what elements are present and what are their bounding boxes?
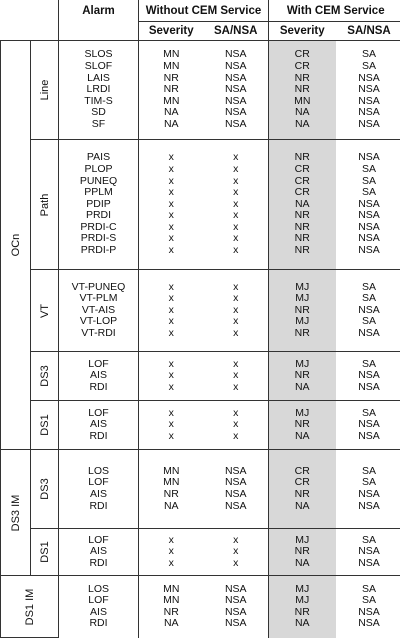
sansa-with-cem-cell: [336, 401, 400, 450]
sansa-with-cem: NSA: [336, 233, 400, 245]
alarm-name: VT-RDI: [59, 328, 138, 340]
severity-without-cem: MN: [139, 584, 204, 596]
severity-without-cem: NR: [139, 607, 204, 619]
severity-without-cem: x: [139, 187, 204, 199]
severity-with-cem: MJ: [269, 584, 336, 596]
severity-with-cem: NR: [269, 84, 336, 96]
sansa-without-cem-cell: [204, 140, 269, 270]
subgroup-label-cell: [31, 529, 59, 576]
sansa-without-cem-cell: [204, 576, 269, 638]
severity-with-cem: CR: [269, 477, 336, 489]
severity-without-cem: NA: [139, 618, 204, 630]
alarm-name: TIM-S: [59, 96, 138, 108]
severity-with-cem: MJ: [269, 535, 336, 547]
severity-with-cem: NA: [269, 382, 336, 394]
alarm-name-cell: [59, 352, 139, 401]
sansa-with-cem: NSA: [336, 305, 400, 317]
severity-with-cem: CR: [269, 176, 336, 188]
sansa-without-cem: x: [204, 535, 269, 547]
severity-without-cem: NA: [139, 501, 204, 513]
severity-with-cem: NR: [269, 546, 336, 558]
sansa-with-cem: SA: [336, 176, 400, 188]
sansa-with-cem: SA: [336, 466, 400, 478]
group-label: OCn: [10, 234, 22, 257]
severity-without-cem: x: [139, 316, 204, 328]
alarm-name: PDIP: [59, 199, 138, 211]
subgroup-label: VT: [39, 303, 51, 317]
severity-without-cem: x: [139, 431, 204, 443]
sansa-without-cem: NSA: [204, 489, 269, 501]
table-row: [1, 576, 400, 638]
alarm-name: LOF: [59, 595, 138, 607]
severity-without-cem: MN: [139, 49, 204, 61]
alarm-name: AIS: [59, 370, 138, 382]
severity-with-cem: CR: [269, 466, 336, 478]
sansa-without-cem: x: [204, 546, 269, 558]
table-row: [1, 450, 400, 529]
severity-without-cem: x: [139, 176, 204, 188]
sansa-with-cem: NSA: [336, 419, 400, 431]
sansa-without-cem: x: [204, 316, 269, 328]
severity-without-cem: x: [139, 382, 204, 394]
severity-with-cem: MJ: [269, 316, 336, 328]
sansa-with-cem-cell: [336, 576, 400, 638]
subgroup-label-cell: [31, 270, 59, 352]
severity-with-cem: NR: [269, 73, 336, 85]
subgroup-label-cell: [31, 450, 59, 529]
severity-with-cem-cell: [269, 352, 336, 401]
sansa-with-cem: NSA: [336, 222, 400, 234]
sansa-with-cem: SA: [336, 584, 400, 596]
alarm-name: LOS: [59, 466, 138, 478]
sansa-without-cem-cell: [204, 529, 269, 576]
subgroup-label-cell: [31, 352, 59, 401]
group-label-cell: [1, 450, 31, 576]
alarm-name: LOF: [59, 359, 138, 371]
sansa-without-cem: NSA: [204, 477, 269, 489]
sansa-without-cem: x: [204, 187, 269, 199]
alarm-name-cell: [59, 140, 139, 270]
sansa-with-cem: NSA: [336, 546, 400, 558]
severity-with-cem: CR: [269, 61, 336, 73]
corner-cell: [1, 0, 59, 22]
sansa-with-cem: SA: [336, 61, 400, 73]
sansa-without-cem: x: [204, 382, 269, 394]
alarm-name: AIS: [59, 546, 138, 558]
alarm-name: PLOP: [59, 164, 138, 176]
severity-with-cem: NA: [269, 618, 336, 630]
severity-with-cem: MJ: [269, 282, 336, 294]
severity-without-cem-cell: [139, 270, 204, 352]
alarm-name: PRDI-C: [59, 222, 138, 234]
alarm-name: PUNEQ: [59, 176, 138, 188]
table-row: [1, 140, 400, 270]
header-sansa-with: SA/NSA: [336, 22, 400, 41]
subgroup-label-cell: [31, 140, 59, 270]
sansa-without-cem: x: [204, 293, 269, 305]
sansa-without-cem: NSA: [204, 119, 269, 131]
sansa-without-cem: NSA: [204, 595, 269, 607]
subgroup-label: DS1: [39, 414, 51, 435]
alarm-name: LOF: [59, 408, 138, 420]
alarm-name: SLOF: [59, 61, 138, 73]
sansa-with-cem: SA: [336, 187, 400, 199]
sansa-without-cem: NSA: [204, 466, 269, 478]
sansa-with-cem: NSA: [336, 119, 400, 131]
severity-with-cem: NR: [269, 489, 336, 501]
severity-with-cem: NR: [269, 152, 336, 164]
subgroup-label: DS1: [39, 541, 51, 562]
sansa-without-cem-cell: [204, 41, 269, 140]
alarm-name: RDI: [59, 618, 138, 630]
alarm-name: SD: [59, 107, 138, 119]
alarm-name-cell: [59, 401, 139, 450]
severity-with-cem: NR: [269, 305, 336, 317]
severity-with-cem: NA: [269, 431, 336, 443]
severity-without-cem: x: [139, 370, 204, 382]
alarm-name: AIS: [59, 419, 138, 431]
sansa-with-cem: NSA: [336, 152, 400, 164]
severity-with-cem: NR: [269, 245, 336, 257]
sansa-without-cem-cell: [204, 352, 269, 401]
severity-with-cem: NR: [269, 233, 336, 245]
sansa-with-cem: NSA: [336, 489, 400, 501]
severity-with-cem: MJ: [269, 293, 336, 305]
alarm-name: PRDI: [59, 210, 138, 222]
severity-without-cem-cell: [139, 576, 204, 638]
severity-with-cem: CR: [269, 187, 336, 199]
alarm-name: RDI: [59, 558, 138, 570]
sansa-with-cem: NSA: [336, 245, 400, 257]
alarm-name: RDI: [59, 501, 138, 513]
severity-with-cem: MJ: [269, 595, 336, 607]
subgroup-label: Line: [39, 80, 51, 101]
sansa-with-cem: SA: [336, 477, 400, 489]
sansa-with-cem: SA: [336, 164, 400, 176]
subgroup-label: DS3: [39, 478, 51, 499]
sansa-without-cem: x: [204, 558, 269, 570]
severity-without-cem-cell: [139, 529, 204, 576]
sansa-with-cem: NSA: [336, 107, 400, 119]
alarm-name: RDI: [59, 382, 138, 394]
severity-without-cem: x: [139, 293, 204, 305]
corner-cell: [1, 22, 59, 41]
sansa-without-cem: x: [204, 282, 269, 294]
severity-without-cem: x: [139, 408, 204, 420]
severity-without-cem: MN: [139, 466, 204, 478]
severity-without-cem: NA: [139, 119, 204, 131]
severity-with-cem: NA: [269, 107, 336, 119]
header-severity-with: Severity: [269, 22, 336, 41]
severity-with-cem: NA: [269, 119, 336, 131]
severity-without-cem: x: [139, 282, 204, 294]
sansa-without-cem: NSA: [204, 584, 269, 596]
severity-without-cem: x: [139, 199, 204, 211]
severity-without-cem-cell: [139, 352, 204, 401]
sansa-without-cem: x: [204, 164, 269, 176]
severity-without-cem: NR: [139, 73, 204, 85]
group-label-cell: [1, 576, 59, 638]
table-row: [1, 270, 400, 352]
sansa-with-cem: NSA: [336, 73, 400, 85]
severity-without-cem: x: [139, 245, 204, 257]
header-with-cem: With CEM Service: [269, 0, 400, 22]
severity-without-cem-cell: [139, 140, 204, 270]
alarm-name: LAIS: [59, 73, 138, 85]
sansa-without-cem: x: [204, 370, 269, 382]
sansa-with-cem: NSA: [336, 210, 400, 222]
sansa-with-cem: SA: [336, 359, 400, 371]
severity-without-cem-cell: [139, 450, 204, 529]
header-alarm: Alarm: [59, 0, 139, 22]
alarm-name: LOS: [59, 584, 138, 596]
alarm-name-cell: [59, 41, 139, 140]
sansa-with-cem-cell: [336, 529, 400, 576]
sansa-without-cem: x: [204, 431, 269, 443]
sansa-without-cem-cell: [204, 401, 269, 450]
severity-without-cem: MN: [139, 595, 204, 607]
alarm-name: VT-PUNEQ: [59, 282, 138, 294]
alarm-name-cell: [59, 270, 139, 352]
sansa-with-cem: NSA: [336, 558, 400, 570]
severity-with-cem: NR: [269, 222, 336, 234]
alarm-name: VT-LOP: [59, 316, 138, 328]
group-label: DS1 IM: [24, 588, 36, 625]
severity-with-cem: MJ: [269, 408, 336, 420]
sansa-without-cem: x: [204, 305, 269, 317]
severity-without-cem: MN: [139, 96, 204, 108]
sansa-without-cem: NSA: [204, 61, 269, 73]
severity-with-cem: MN: [269, 96, 336, 108]
sansa-without-cem: x: [204, 210, 269, 222]
severity-with-cem: NR: [269, 328, 336, 340]
sansa-without-cem: x: [204, 245, 269, 257]
severity-without-cem: x: [139, 535, 204, 547]
severity-without-cem: NR: [139, 84, 204, 96]
severity-with-cem-cell: [269, 41, 336, 140]
severity-with-cem: NR: [269, 607, 336, 619]
alarm-name: PPLM: [59, 187, 138, 199]
header-without-cem: Without CEM Service: [139, 0, 269, 22]
severity-without-cem: NR: [139, 489, 204, 501]
severity-without-cem: x: [139, 328, 204, 340]
subgroup-label: Path: [39, 193, 51, 216]
severity-with-cem: NR: [269, 210, 336, 222]
severity-with-cem: CR: [269, 49, 336, 61]
alarm-name-cell: [59, 576, 139, 638]
severity-without-cem-cell: [139, 41, 204, 140]
sansa-with-cem: NSA: [336, 501, 400, 513]
sansa-without-cem-cell: [204, 450, 269, 529]
table-row: [1, 529, 400, 576]
sansa-without-cem: NSA: [204, 84, 269, 96]
alarm-name: LOF: [59, 477, 138, 489]
alarm-name: SF: [59, 119, 138, 131]
alarm-name: VT-AIS: [59, 305, 138, 317]
sansa-with-cem-cell: [336, 41, 400, 140]
sansa-without-cem: x: [204, 152, 269, 164]
severity-with-cem-cell: [269, 576, 336, 638]
severity-without-cem: MN: [139, 477, 204, 489]
sansa-without-cem: NSA: [204, 49, 269, 61]
severity-with-cem-cell: [269, 401, 336, 450]
severity-without-cem: x: [139, 305, 204, 317]
severity-with-cem: CR: [269, 164, 336, 176]
severity-without-cem: NA: [139, 107, 204, 119]
sansa-without-cem: x: [204, 222, 269, 234]
sansa-with-cem: SA: [336, 282, 400, 294]
severity-without-cem: x: [139, 546, 204, 558]
alarm-name: LOF: [59, 535, 138, 547]
severity-without-cem: x: [139, 164, 204, 176]
table-row: [1, 352, 400, 401]
severity-with-cem: NR: [269, 370, 336, 382]
sansa-without-cem: x: [204, 359, 269, 371]
sansa-with-cem: NSA: [336, 199, 400, 211]
alarm-name-cell: [59, 450, 139, 529]
severity-without-cem-cell: [139, 401, 204, 450]
sansa-with-cem: SA: [336, 293, 400, 305]
severity-with-cem-cell: [269, 270, 336, 352]
sansa-with-cem: NSA: [336, 382, 400, 394]
sansa-with-cem: NSA: [336, 618, 400, 630]
severity-with-cem-cell: [269, 140, 336, 270]
group-label: DS3 IM: [10, 494, 22, 531]
severity-with-cem: NA: [269, 199, 336, 211]
header-alarm-spacer: [59, 22, 139, 41]
subgroup-label: DS3: [39, 365, 51, 386]
alarm-name: LRDI: [59, 84, 138, 96]
alarm-name: AIS: [59, 607, 138, 619]
subgroup-label-cell: [31, 41, 59, 140]
group-label-cell: [1, 41, 31, 450]
sansa-with-cem: SA: [336, 408, 400, 420]
sansa-without-cem-cell: [204, 270, 269, 352]
sansa-with-cem: SA: [336, 316, 400, 328]
sansa-without-cem: NSA: [204, 501, 269, 513]
severity-with-cem: NR: [269, 419, 336, 431]
alarm-name-cell: [59, 529, 139, 576]
severity-with-cem: NA: [269, 501, 336, 513]
sansa-without-cem: NSA: [204, 96, 269, 108]
table-body: [1, 41, 400, 638]
sansa-without-cem: NSA: [204, 607, 269, 619]
table-row: [1, 401, 400, 450]
severity-without-cem: MN: [139, 61, 204, 73]
alarm-name: RDI: [59, 431, 138, 443]
severity-without-cem: x: [139, 233, 204, 245]
header-sansa-without: SA/NSA: [204, 22, 269, 41]
sansa-without-cem: x: [204, 408, 269, 420]
sansa-with-cem: NSA: [336, 607, 400, 619]
severity-with-cem-cell: [269, 450, 336, 529]
sansa-with-cem-cell: [336, 270, 400, 352]
sansa-with-cem-cell: [336, 140, 400, 270]
sansa-without-cem: NSA: [204, 107, 269, 119]
sansa-with-cem-cell: [336, 450, 400, 529]
alarm-name: PRDI-P: [59, 245, 138, 257]
subgroup-label-cell: [31, 401, 59, 450]
severity-with-cem-cell: [269, 529, 336, 576]
sansa-with-cem: NSA: [336, 328, 400, 340]
sansa-with-cem: SA: [336, 595, 400, 607]
sansa-with-cem: NSA: [336, 96, 400, 108]
sansa-without-cem: x: [204, 419, 269, 431]
alarm-name: PAIS: [59, 152, 138, 164]
alarm-name: VT-PLM: [59, 293, 138, 305]
sansa-with-cem: NSA: [336, 84, 400, 96]
severity-without-cem: x: [139, 152, 204, 164]
sansa-without-cem: NSA: [204, 73, 269, 85]
sansa-without-cem: x: [204, 233, 269, 245]
sansa-with-cem: SA: [336, 49, 400, 61]
sansa-without-cem: x: [204, 176, 269, 188]
severity-with-cem: MJ: [269, 359, 336, 371]
severity-without-cem: x: [139, 222, 204, 234]
severity-without-cem: x: [139, 210, 204, 222]
table-row: [1, 41, 400, 140]
sansa-with-cem: NSA: [336, 431, 400, 443]
sansa-with-cem: SA: [336, 535, 400, 547]
severity-without-cem: x: [139, 419, 204, 431]
alarm-name: PRDI-S: [59, 233, 138, 245]
header-severity-without: Severity: [139, 22, 204, 41]
sansa-without-cem: x: [204, 328, 269, 340]
alarm-name: AIS: [59, 489, 138, 501]
severity-without-cem: x: [139, 359, 204, 371]
severity-with-cem: NA: [269, 558, 336, 570]
sansa-without-cem: x: [204, 199, 269, 211]
sansa-with-cem-cell: [336, 352, 400, 401]
sansa-with-cem: NSA: [336, 370, 400, 382]
alarm-name: SLOS: [59, 49, 138, 61]
severity-without-cem: x: [139, 558, 204, 570]
sansa-without-cem: NSA: [204, 618, 269, 630]
